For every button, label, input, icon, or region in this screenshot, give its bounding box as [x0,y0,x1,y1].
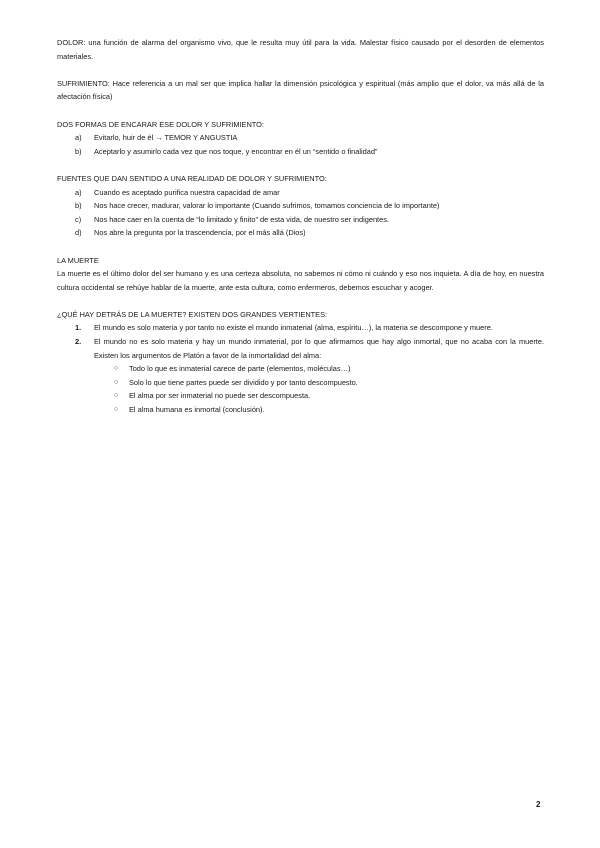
muerte-heading: LA MUERTE [57,255,99,265]
page-number: 2 [536,800,541,809]
list-marker: 2. [75,337,82,347]
list-item-text: El alma humana es inmortal (conclusión). [129,405,265,415]
list-marker: d) [75,228,82,238]
vertientes-list [57,321,544,416]
dolor-label: DOLOR: [57,38,86,47]
list-marker: a) [75,187,82,197]
list-marker: a) [75,133,82,143]
list-item-text: Nos hace caer en la cuenta de “lo limitado y finito” de esta vida, de nuestro ser indigentes. [94,214,389,224]
list-item [57,145,544,159]
list-marker: 1. [75,323,82,333]
circle-bullet-icon: ○ [114,392,119,400]
dolor-text: una función de alarma del organismo vivo, que le resulta muy útil para la vida. Malestar físico causado por el desorden de elementos materiales. [57,38,544,61]
vertientes-heading: ¿QUÉ HAY DETRÁS DE LA MUERTE? EXISTEN DOS GRANDES VERTIENTES: [57,309,328,319]
list-item [57,226,544,240]
list-item-text: Evitarlo, huir de él → TEMOR Y ANGUSTIA [94,133,238,143]
list-item [57,186,544,200]
sufrimiento-paragraph [57,77,544,104]
list-item-text: El mundo no es solo materia y hay un mundo inmaterial, por lo que afirmamos que hay algo inmortal, que no acaba con la muerte. Existen los argumentos de Platón a favor de la inmortalidad del alma: [94,337,544,360]
list-item [57,199,544,213]
list-item-text: Nos abre la pregunta por la trascendencia, por el más allá (Dios) [94,228,306,238]
circle-bullet-icon: ○ [114,406,119,414]
fuentes-heading: FUENTES QUE DAN SENTIDO A UNA REALIDAD DE DOLOR Y SUFRIMIENTO: [57,173,327,183]
list-item-text: El alma por ser inmaterial no puede ser descompuesta. [129,391,311,401]
list-item [57,389,544,403]
list-item-text: Aceptarlo y asumirlo cada vez que nos toque, y encontrar en él un “sentido o finalidad” [94,146,378,156]
list-item [57,376,544,390]
document-page [57,36,544,417]
circle-bullet-icon: ○ [114,378,119,386]
muerte-paragraph: La muerte es el último dolor del ser humano y es una certeza absoluta, no sabemos ni cómo ni cuándo y eso nos inquieta. A día de hoy, en nuestra cultura occidental se rehúye hablar de la muerte, ante esta cultura, como enfermeros, debemos escuchar y acoger. [57,269,544,292]
sufrimiento-text: Hace referencia a un mal ser que implica hallar la dimensión psicológica y espiritual (más amplio que el dolor, va más allá de la afectación física) [57,78,544,102]
list-item [57,403,544,417]
platon-arguments-list [57,362,544,416]
list-marker: c) [75,214,82,224]
list-item-text: Todo lo que es inmaterial carece de parte (elementos, moléculas…) [129,364,351,374]
list-item [57,362,544,376]
dos-formas-list [57,131,544,158]
list-marker: b) [75,146,82,156]
dolor-paragraph [57,36,544,63]
fuentes-list [57,186,544,240]
dos-formas-heading: DOS FORMAS DE ENCARAR ESE DOLOR Y SUFRIMIENTO: [57,119,264,129]
sufrimiento-label: SUFRIMIENTO: [57,78,110,88]
list-item [57,213,544,227]
list-item-text: Solo lo que tiene partes puede ser dividido y por tanto descompuesto. [129,377,358,387]
list-item-text: El mundo es solo materia y por tanto no existe el mundo inmaterial (alma, espíritu…), la materia se descompone y muere. [94,323,493,333]
list-item-text: Nos hace crecer, madurar, valorar lo importante (Cuando sufrimos, tomamos conciencia de lo importante) [94,201,440,211]
circle-bullet-icon: ○ [114,365,119,373]
list-item [57,321,544,335]
list-marker: b) [75,201,82,211]
list-item [57,131,544,145]
list-item [57,335,544,417]
list-item-text: Cuando es aceptado purifica nuestra capacidad de amar [94,187,280,197]
